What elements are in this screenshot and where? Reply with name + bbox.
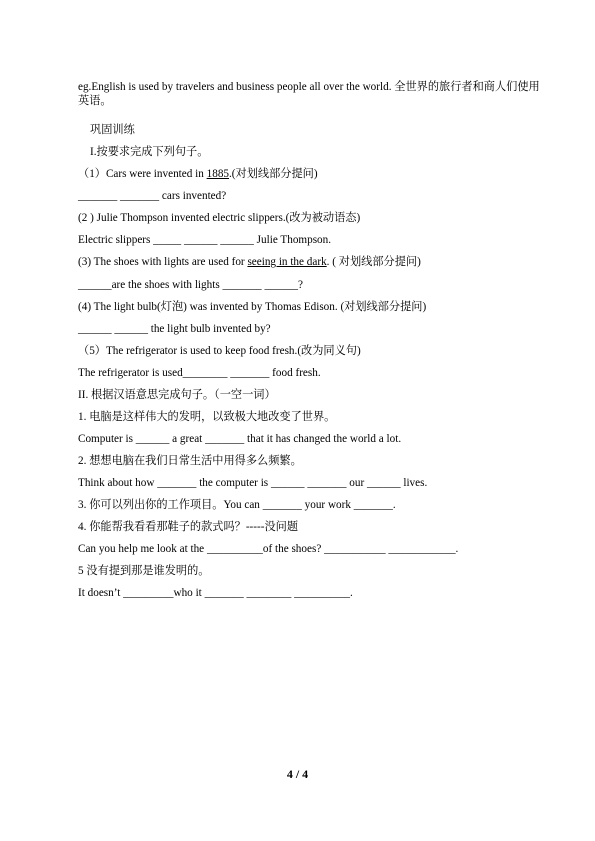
item-1-english: Computer is ______ a great _______ that it has changed the world a lot. bbox=[78, 433, 402, 445]
part-two-heading: II. 根据汉语意思完成句子。（一空一词） bbox=[78, 389, 276, 401]
section-title: 巩固训练 bbox=[90, 124, 135, 136]
item-4-english: Can you help me look at the __________of the shoes? ___________ ____________. bbox=[78, 543, 459, 555]
item-3: 3. 你可以列出你的工作项目。You can _______ your work _______. bbox=[78, 499, 396, 511]
item-5-english: It doesn’t _________who it _______ ________ __________. bbox=[78, 587, 353, 599]
underlined-text: 1885 bbox=[206, 168, 229, 180]
page-number: 4 / 4 bbox=[286, 767, 309, 781]
question-5-prompt: （5）The refrigerator is used to keep food fresh.(改为同义句) bbox=[78, 345, 361, 357]
question-3-answer: ______are the shoes with lights _______ ______? bbox=[78, 279, 303, 291]
question-4-answer: ______ ______ the light bulb invented by? bbox=[78, 323, 271, 335]
question-5-answer: The refrigerator is used________ _______ food fresh. bbox=[78, 367, 321, 379]
question-1-answer: _______ _______ cars invented? bbox=[78, 190, 227, 202]
part-one-heading: I.按要求完成下列句子。 bbox=[90, 146, 209, 158]
question-4-prompt: (4) The light bulb(灯泡) was invented by Thomas Edison. (对划线部分提问) bbox=[78, 301, 427, 313]
item-5-chinese: 5 没有提到那是谁发明的。 bbox=[78, 565, 210, 577]
item-2-english: Think about how _______ the computer is ______ _______ our ______ lives. bbox=[78, 477, 428, 489]
item-2-chinese: 2. 想想电脑在我们日常生活中用得多么频繁。 bbox=[78, 455, 302, 467]
underlined-text: seeing in the dark bbox=[247, 256, 327, 268]
question-3-prompt: (3) The shoes with lights are used for seeing in the dark. ( 对划线部分提问) bbox=[78, 256, 421, 268]
question-1-prompt: （1）Cars were invented in 1885.(对划线部分提问) bbox=[78, 168, 318, 180]
question-2-prompt: (2 ) Julie Thompson invented electric slippers.(改为被动语态) bbox=[78, 212, 361, 224]
item-1-chinese: 1. 电脑是这样伟大的发明，以致极大地改变了世界。 bbox=[78, 411, 336, 423]
item-4-chinese: 4. 你能帮我看看那鞋子的款式吗？-----没问题 bbox=[78, 521, 299, 533]
example-sentence: eg.English is used by travelers and business people all over the world. 全世界的旅行者和商人们使用英语。 bbox=[78, 81, 540, 107]
question-2-answer: Electric slippers _____ ______ ______ Julie Thompson. bbox=[78, 234, 332, 246]
